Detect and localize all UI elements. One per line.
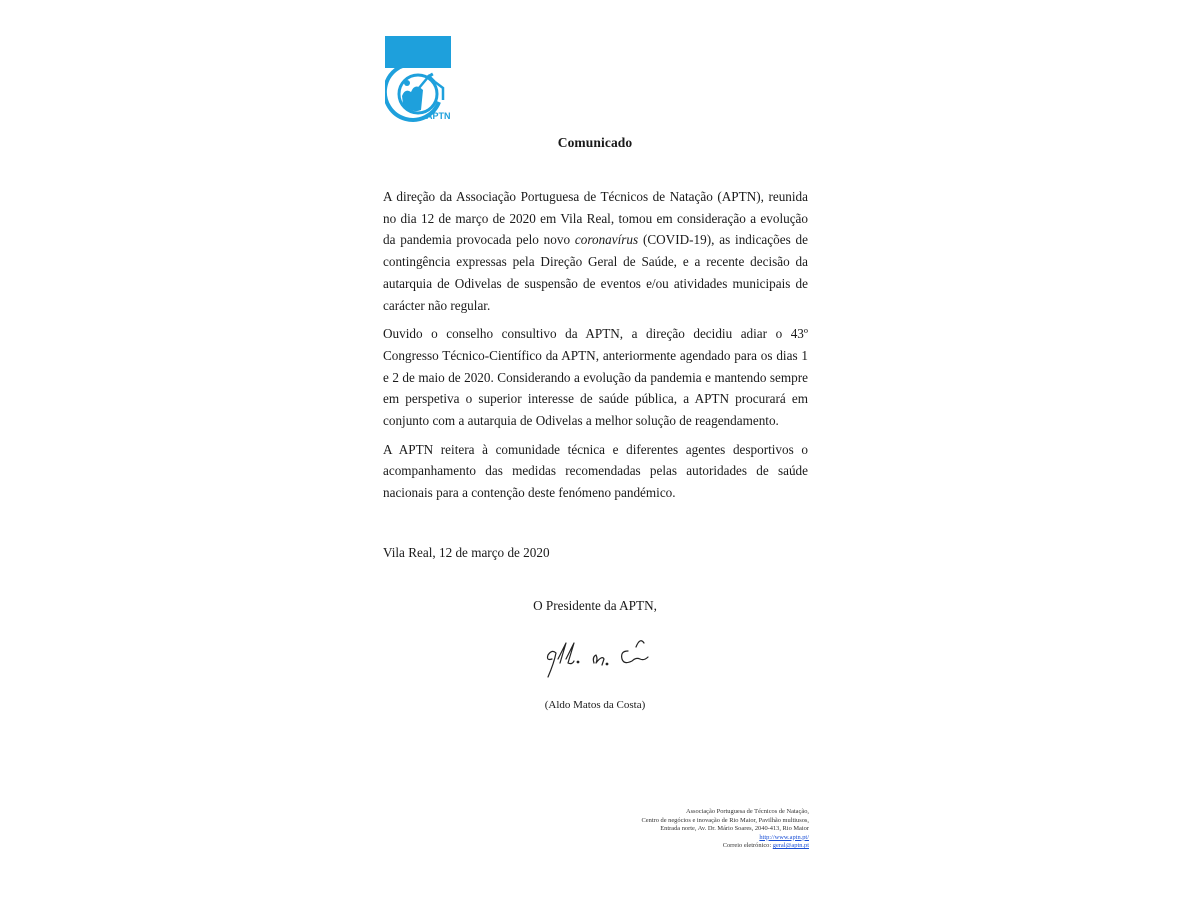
signer-name: (Aldo Matos da Costa) <box>544 699 646 711</box>
footer-line: Associação Portuguesa de Técnicos de Natação, <box>685 808 809 815</box>
document-body <box>383 186 808 511</box>
email-label: Correio eletrónico: <box>722 842 772 850</box>
aptn-logo <box>385 36 451 128</box>
paragraph: A APTN reitera à comunidade técnica e diferentes agentes desportivos o acompanhamento das medidas recomendadas pelas autoridades de saúde nacionais para a contenção deste fenómeno pandémico. <box>383 441 808 501</box>
email-link[interactable]: geral@aptn.pt <box>772 842 809 850</box>
president-label: O Presidente da APTN, <box>533 598 657 613</box>
date-line: Vila Real, 12 de março de 2020 <box>383 545 550 560</box>
footer-address <box>642 808 809 851</box>
website-link[interactable]: http://www.aptn.pt/ <box>759 833 809 841</box>
footer-line: Centro de negócios e inovação de Rio Maior, Pavilhão multiusos, <box>641 816 809 824</box>
paragraph: Ouvido o conselho consultivo da APTN, a direção decidiu adiar o 43º Congresso Técnico-Científico da APTN, anteriormente agendado para os dias 1 e 2 de maio de 2020. Considerando a evolução da pandemia e mantendo sempre em perspetiva o superior interesse de saúde pública, a APTN procurará em conjunto com a autarquia de Odivelas a melhor solução de reagendamento. <box>383 326 808 429</box>
svg-text:APTN: APTN <box>426 111 451 121</box>
document-title: Comunicado <box>557 135 633 150</box>
signature <box>540 625 660 685</box>
paragraph: A direção da Associação Portuguesa de Técnicos de Natação (APTN), reunida no dia 12 de março de 2020 em Vila Real, tomou em consideração a evolução da pandemia provocada pelo novo coronavírus (COVID-19), as indicações de contingência expressas pela Direção Geral de Saúde, e a recente decisão da autarquia de Odivelas de suspensão de eventos e/ou atividades municipais de carácter não regular. <box>383 189 808 313</box>
footer-line: Entrada norte, Av. Dr. Mário Soares, 2040-413, Rio Maior <box>660 825 809 833</box>
